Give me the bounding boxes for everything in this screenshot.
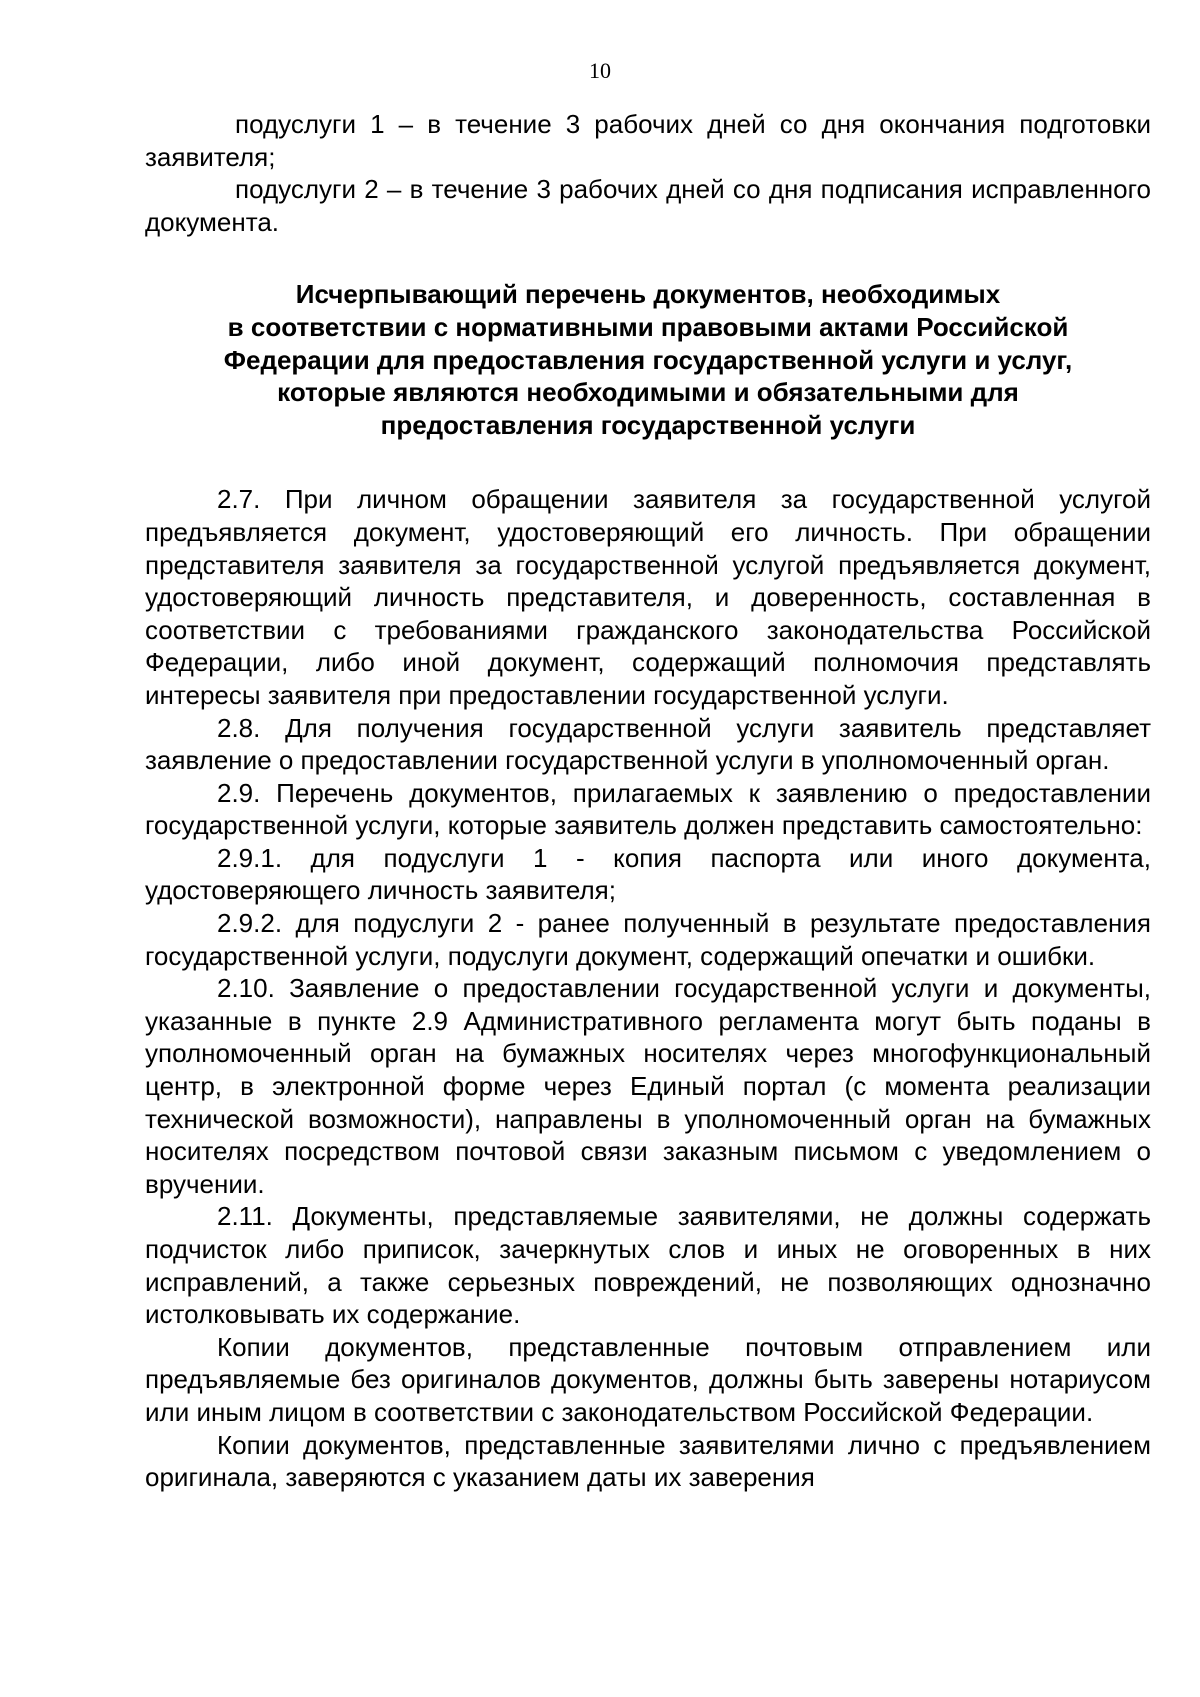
paragraph-2-9-1: 2.9.1. для подуслуги 1 - копия паспорта или иного документа, удостоверяющего личность заявителя; [145,842,1151,906]
paragraph-2-10: 2.10. Заявление о предоставлении государственной услуги и документы, указанные в пункте 2.9 Административного регламента могут быть поданы в уполномоченный орган на бумажных носителях через многофункциональный центр, в электронной форме через Единый портал (с момента реализации технической возможности), направлены в уполномоченный орган на бумажных носителях посредством почтовой связи заказным письмом с уведомлением о вручении. [145,973,1151,1199]
paragraph-2-11: 2.11. Документы, представляемые заявителями, не должны содержать подчисток либо приписок, зачеркнутых слов и иных не оговоренных в них исправлений, а также серьезных повреждений, не позволяющих однозначно истолковывать их содержание. [145,1201,1151,1330]
page-number: 10 [589,58,611,83]
section-heading [145,278,1151,441]
paragraph-2-7: 2.7. При личном обращении заявителя за государственной услугой предъявляется документ, удостоверяющий его личность. При обращении представителя заявителя за государственной услугой предъявляется документ, удостоверяющий личность представителя, и доверенность, составленная в соответствии с требованиями гражданского законодательства Российской Федерации, либо иной документ, содержащий полномочия представлять интересы заявителя при предоставлении государственной услуги. [145,484,1151,710]
paragraph-deadline-subservice-1: подуслуги 1 – в течение 3 рабочих дней со дня окончания подготовки заявителя; [145,109,1151,172]
heading-line: предоставления государственной услуги [380,409,916,440]
paragraph-deadline-subservice-2: подуслуги 2 – в течение 3 рабочих дней со дня подписания исправленного документа. [145,174,1151,237]
paragraph-copies-in-person: Копии документов, представленные заявителями лично с предъявлением оригинала, заверяются с указанием даты их заверения [145,1429,1151,1493]
heading-line: Федерации для предоставления государственной услуги и услуг, [223,344,1073,375]
heading-line: Исчерпывающий перечень документов, необходимых [295,279,1001,310]
document-body [145,108,1151,1494]
paragraph-2-8: 2.8. Для получения государственной услуги заявитель представляет заявление о предоставлении государственной услуги в уполномоченный орган. [145,712,1151,776]
paragraph-2-9: 2.9. Перечень документов, прилагаемых к заявлению о предоставлении государственной услуги, которые заявитель должен представить самостоятельно: [145,777,1151,841]
heading-line: которые являются необходимыми и обязательными для [277,377,1019,408]
heading-line: в соответствии с нормативными правовыми актами Российской [227,311,1069,342]
paragraph-copies-postal: Копии документов, представленные почтовым отправлением или предъявляемые без оригиналов документов, должны быть заверены нотариусом или иным лицом в соответствии с законодательством Российской Федерации. [145,1331,1151,1427]
paragraph-2-9-2: 2.9.2. для подуслуги 2 - ранее полученный в результате предоставления государственной услуги, подуслуги документ, содержащий опечатки и ошибки. [145,908,1151,971]
